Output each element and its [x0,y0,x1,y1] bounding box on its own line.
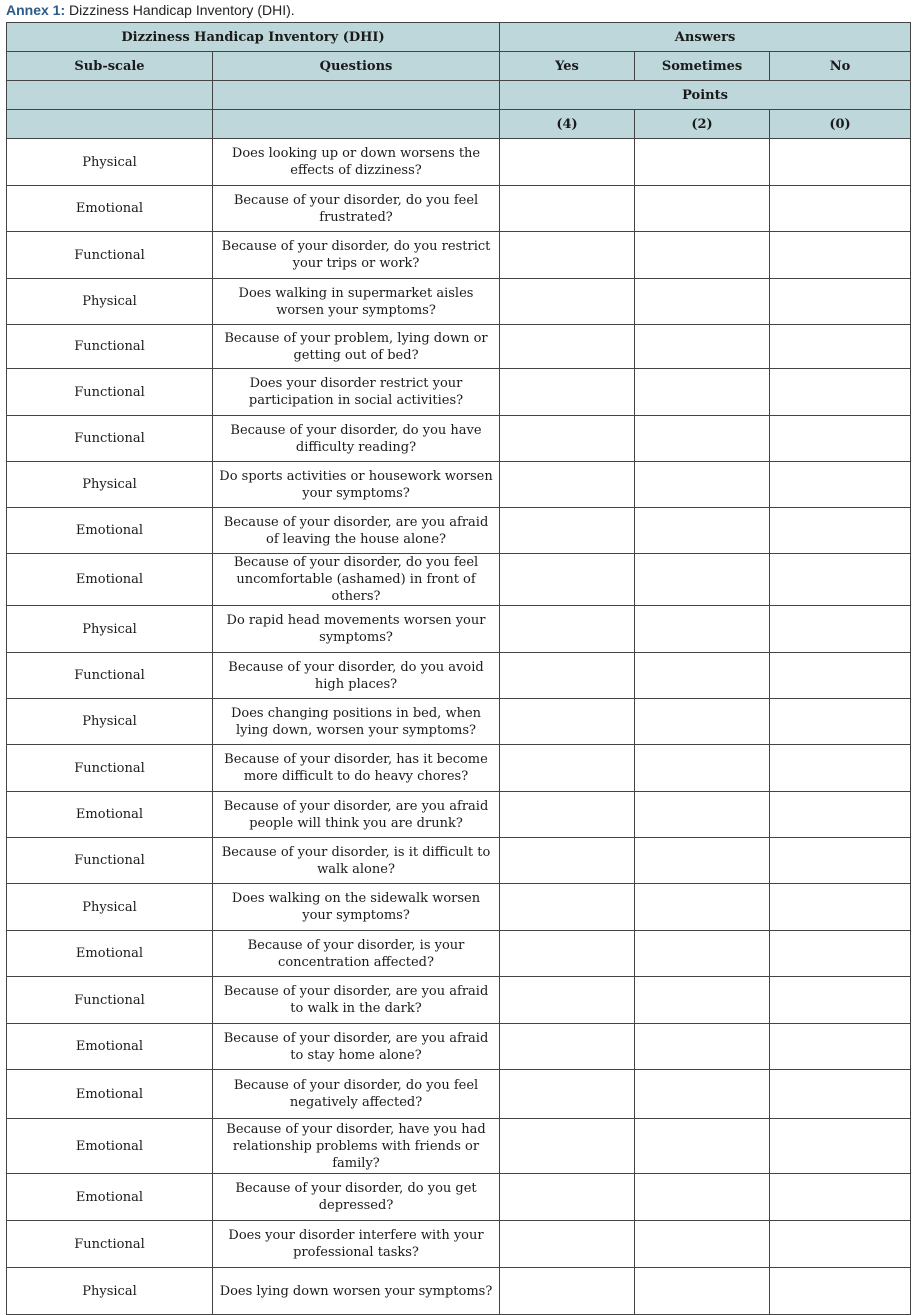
answer-yes-cell[interactable] [500,1070,635,1119]
subscale-cell: Emotional [7,1024,213,1070]
answer-sometimes-cell[interactable] [635,1174,770,1221]
answer-no-cell[interactable] [770,416,911,462]
answer-yes-cell[interactable] [500,699,635,745]
answer-yes-cell[interactable] [500,931,635,977]
answer-no-cell[interactable] [770,1268,911,1315]
question-cell: Because of your disorder, is it difficult to walk alone? [213,838,500,884]
table-row [7,606,911,653]
answer-no-cell[interactable] [770,699,911,745]
table-row [7,139,911,186]
subscale-cell: Physical [7,699,213,745]
sometimes-header: Sometimes [635,52,770,81]
subscale-cell: Emotional [7,554,213,606]
empty-header-cell [7,81,213,110]
questions-header: Questions [213,52,500,81]
subscale-cell: Functional [7,977,213,1024]
table-row [7,838,911,884]
answer-sometimes-cell[interactable] [635,462,770,508]
subscale-cell: Physical [7,884,213,931]
answer-yes-cell[interactable] [500,508,635,554]
subscale-cell: Functional [7,369,213,416]
no-header: No [770,52,911,81]
yes-header: Yes [500,52,635,81]
answer-yes-cell[interactable] [500,792,635,838]
table-row [7,1221,911,1268]
question-cell: Because of your disorder, do you feel uncomfortable (ashamed) in front of others? [213,554,500,606]
answer-sometimes-cell[interactable] [635,1221,770,1268]
sometimes-points: (2) [635,110,770,139]
subscale-cell: Functional [7,838,213,884]
table-row [7,653,911,699]
answer-yes-cell[interactable] [500,186,635,232]
answer-sometimes-cell[interactable] [635,186,770,232]
answer-sometimes-cell[interactable] [635,977,770,1024]
answer-sometimes-cell[interactable] [635,931,770,977]
question-cell: Because of your disorder, do you feel negatively affected? [213,1070,500,1119]
subscale-cell: Physical [7,606,213,653]
no-points: (0) [770,110,911,139]
question-cell: Because of your disorder, has it become more difficult to do heavy chores? [213,745,500,792]
answer-no-cell[interactable] [770,1070,911,1119]
answer-no-cell[interactable] [770,279,911,325]
answer-sometimes-cell[interactable] [635,1070,770,1119]
table-row [7,792,911,838]
table-row [7,232,911,279]
answer-sometimes-cell[interactable] [635,1024,770,1070]
answer-yes-cell[interactable] [500,1174,635,1221]
answer-no-cell[interactable] [770,554,911,606]
answer-no-cell[interactable] [770,792,911,838]
answer-yes-cell[interactable] [500,1119,635,1174]
subscale-cell: Emotional [7,1070,213,1119]
subscale-cell: Functional [7,232,213,279]
question-cell: Because of your disorder, do you feel frustrated? [213,186,500,232]
table-row [7,1174,911,1221]
question-cell: Because of your disorder, are you afraid to walk in the dark? [213,977,500,1024]
answer-sometimes-cell[interactable] [635,369,770,416]
question-cell: Because of your disorder, have you had relationship problems with friends or family? [213,1119,500,1174]
answer-no-cell[interactable] [770,977,911,1024]
answer-sometimes-cell[interactable] [635,416,770,462]
table-row [7,279,911,325]
subscale-cell: Physical [7,1268,213,1315]
answer-yes-cell[interactable] [500,1221,635,1268]
answer-sometimes-cell[interactable] [635,232,770,279]
subscale-cell: Functional [7,416,213,462]
question-cell: Because of your problem, lying down or getting out of bed? [213,325,500,369]
answer-no-cell[interactable] [770,325,911,369]
answer-yes-cell[interactable] [500,369,635,416]
subscale-cell: Emotional [7,186,213,232]
answer-sometimes-cell[interactable] [635,325,770,369]
answer-no-cell[interactable] [770,1024,911,1070]
answer-sometimes-cell[interactable] [635,1268,770,1315]
table-row [7,462,911,508]
subscale-header: Sub-scale [7,52,213,81]
answer-sometimes-cell[interactable] [635,508,770,554]
table-row [7,416,911,462]
table-row [7,745,911,792]
answer-no-cell[interactable] [770,884,911,931]
question-cell: Does looking up or down worsens the effects of dizziness? [213,139,500,186]
question-cell: Do rapid head movements worsen your symptoms? [213,606,500,653]
answer-yes-cell[interactable] [500,325,635,369]
question-cell: Does changing positions in bed, when lying down, worsen your symptoms? [213,699,500,745]
table-row [7,554,911,606]
question-cell: Because of your disorder, do you have difficulty reading? [213,416,500,462]
header-row-columns [7,52,911,81]
subscale-cell: Functional [7,325,213,369]
question-cell: Because of your disorder, do you get depressed? [213,1174,500,1221]
answer-sometimes-cell[interactable] [635,745,770,792]
question-cell: Do sports activities or housework worsen your symptoms? [213,462,500,508]
answer-no-cell[interactable] [770,653,911,699]
table-row [7,699,911,745]
answer-no-cell[interactable] [770,838,911,884]
answer-no-cell[interactable] [770,369,911,416]
answer-yes-cell[interactable] [500,279,635,325]
question-cell: Does your disorder restrict your participation in social activities? [213,369,500,416]
empty-header-cell [213,110,500,139]
answer-yes-cell[interactable] [500,554,635,606]
answers-header: Answers [500,23,911,52]
answer-no-cell[interactable] [770,462,911,508]
subscale-cell: Emotional [7,792,213,838]
question-cell: Because of your disorder, do you restrict your trips or work? [213,232,500,279]
subscale-cell: Emotional [7,931,213,977]
answer-no-cell[interactable] [770,508,911,554]
subscale-cell: Emotional [7,1119,213,1174]
subscale-cell: Emotional [7,1174,213,1221]
caption-label: Annex 1: [6,2,66,18]
answer-sometimes-cell[interactable] [635,279,770,325]
subscale-cell: Physical [7,462,213,508]
answer-yes-cell[interactable] [500,139,635,186]
answer-yes-cell[interactable] [500,462,635,508]
question-cell: Does lying down worsen your symptoms? [213,1268,500,1315]
answer-sometimes-cell[interactable] [635,606,770,653]
question-cell: Does walking on the sidewalk worsen your symptoms? [213,884,500,931]
answer-no-cell[interactable] [770,232,911,279]
subscale-cell: Functional [7,745,213,792]
answer-yes-cell[interactable] [500,653,635,699]
table-row [7,884,911,931]
subscale-cell: Functional [7,1221,213,1268]
answer-no-cell[interactable] [770,931,911,977]
subscale-cell: Emotional [7,508,213,554]
answer-sometimes-cell[interactable] [635,792,770,838]
dhi-table [6,22,911,1315]
question-cell: Does walking in supermarket aisles worsen your symptoms? [213,279,500,325]
answer-no-cell[interactable] [770,1174,911,1221]
table-row [7,1119,911,1174]
table-row [7,1268,911,1315]
subscale-cell: Physical [7,279,213,325]
question-cell: Because of your disorder, are you afraid to stay home alone? [213,1024,500,1070]
answer-sometimes-cell[interactable] [635,838,770,884]
answer-no-cell[interactable] [770,1221,911,1268]
answer-yes-cell[interactable] [500,1024,635,1070]
question-cell: Because of your disorder, are you afraid of leaving the house alone? [213,508,500,554]
table-row [7,931,911,977]
answer-sometimes-cell[interactable] [635,1119,770,1174]
header-row-point-values [7,110,911,139]
table-caption [6,2,295,20]
answer-sometimes-cell[interactable] [635,554,770,606]
table-title: Dizziness Handicap Inventory (DHI) [7,23,500,52]
subscale-cell: Physical [7,139,213,186]
answer-sometimes-cell[interactable] [635,699,770,745]
answer-yes-cell[interactable] [500,416,635,462]
question-cell: Because of your disorder, do you avoid high places? [213,653,500,699]
answer-sometimes-cell[interactable] [635,139,770,186]
answer-no-cell[interactable] [770,1119,911,1174]
answer-yes-cell[interactable] [500,232,635,279]
question-cell: Because of your disorder, are you afraid people will think you are drunk? [213,792,500,838]
table-row [7,1024,911,1070]
answer-sometimes-cell[interactable] [635,884,770,931]
table-row [7,977,911,1024]
table-row [7,1070,911,1119]
answer-no-cell[interactable] [770,606,911,653]
points-header: Points [500,81,911,110]
empty-header-cell [7,110,213,139]
answer-no-cell[interactable] [770,139,911,186]
caption-text: Dizziness Handicap Inventory (DHI). [65,2,295,18]
table-row [7,186,911,232]
answer-yes-cell[interactable] [500,977,635,1024]
answer-no-cell[interactable] [770,186,911,232]
subscale-cell: Functional [7,653,213,699]
answer-no-cell[interactable] [770,745,911,792]
empty-header-cell [213,81,500,110]
answer-yes-cell[interactable] [500,606,635,653]
answer-yes-cell[interactable] [500,838,635,884]
table-row [7,508,911,554]
table-row [7,325,911,369]
question-cell: Does your disorder interfere with your professional tasks? [213,1221,500,1268]
table-row [7,369,911,416]
answer-yes-cell[interactable] [500,745,635,792]
answer-sometimes-cell[interactable] [635,653,770,699]
header-row-title [7,23,911,52]
answer-yes-cell[interactable] [500,1268,635,1315]
header-row-points [7,81,911,110]
question-cell: Because of your disorder, is your concentration affected? [213,931,500,977]
answer-yes-cell[interactable] [500,884,635,931]
yes-points: (4) [500,110,635,139]
